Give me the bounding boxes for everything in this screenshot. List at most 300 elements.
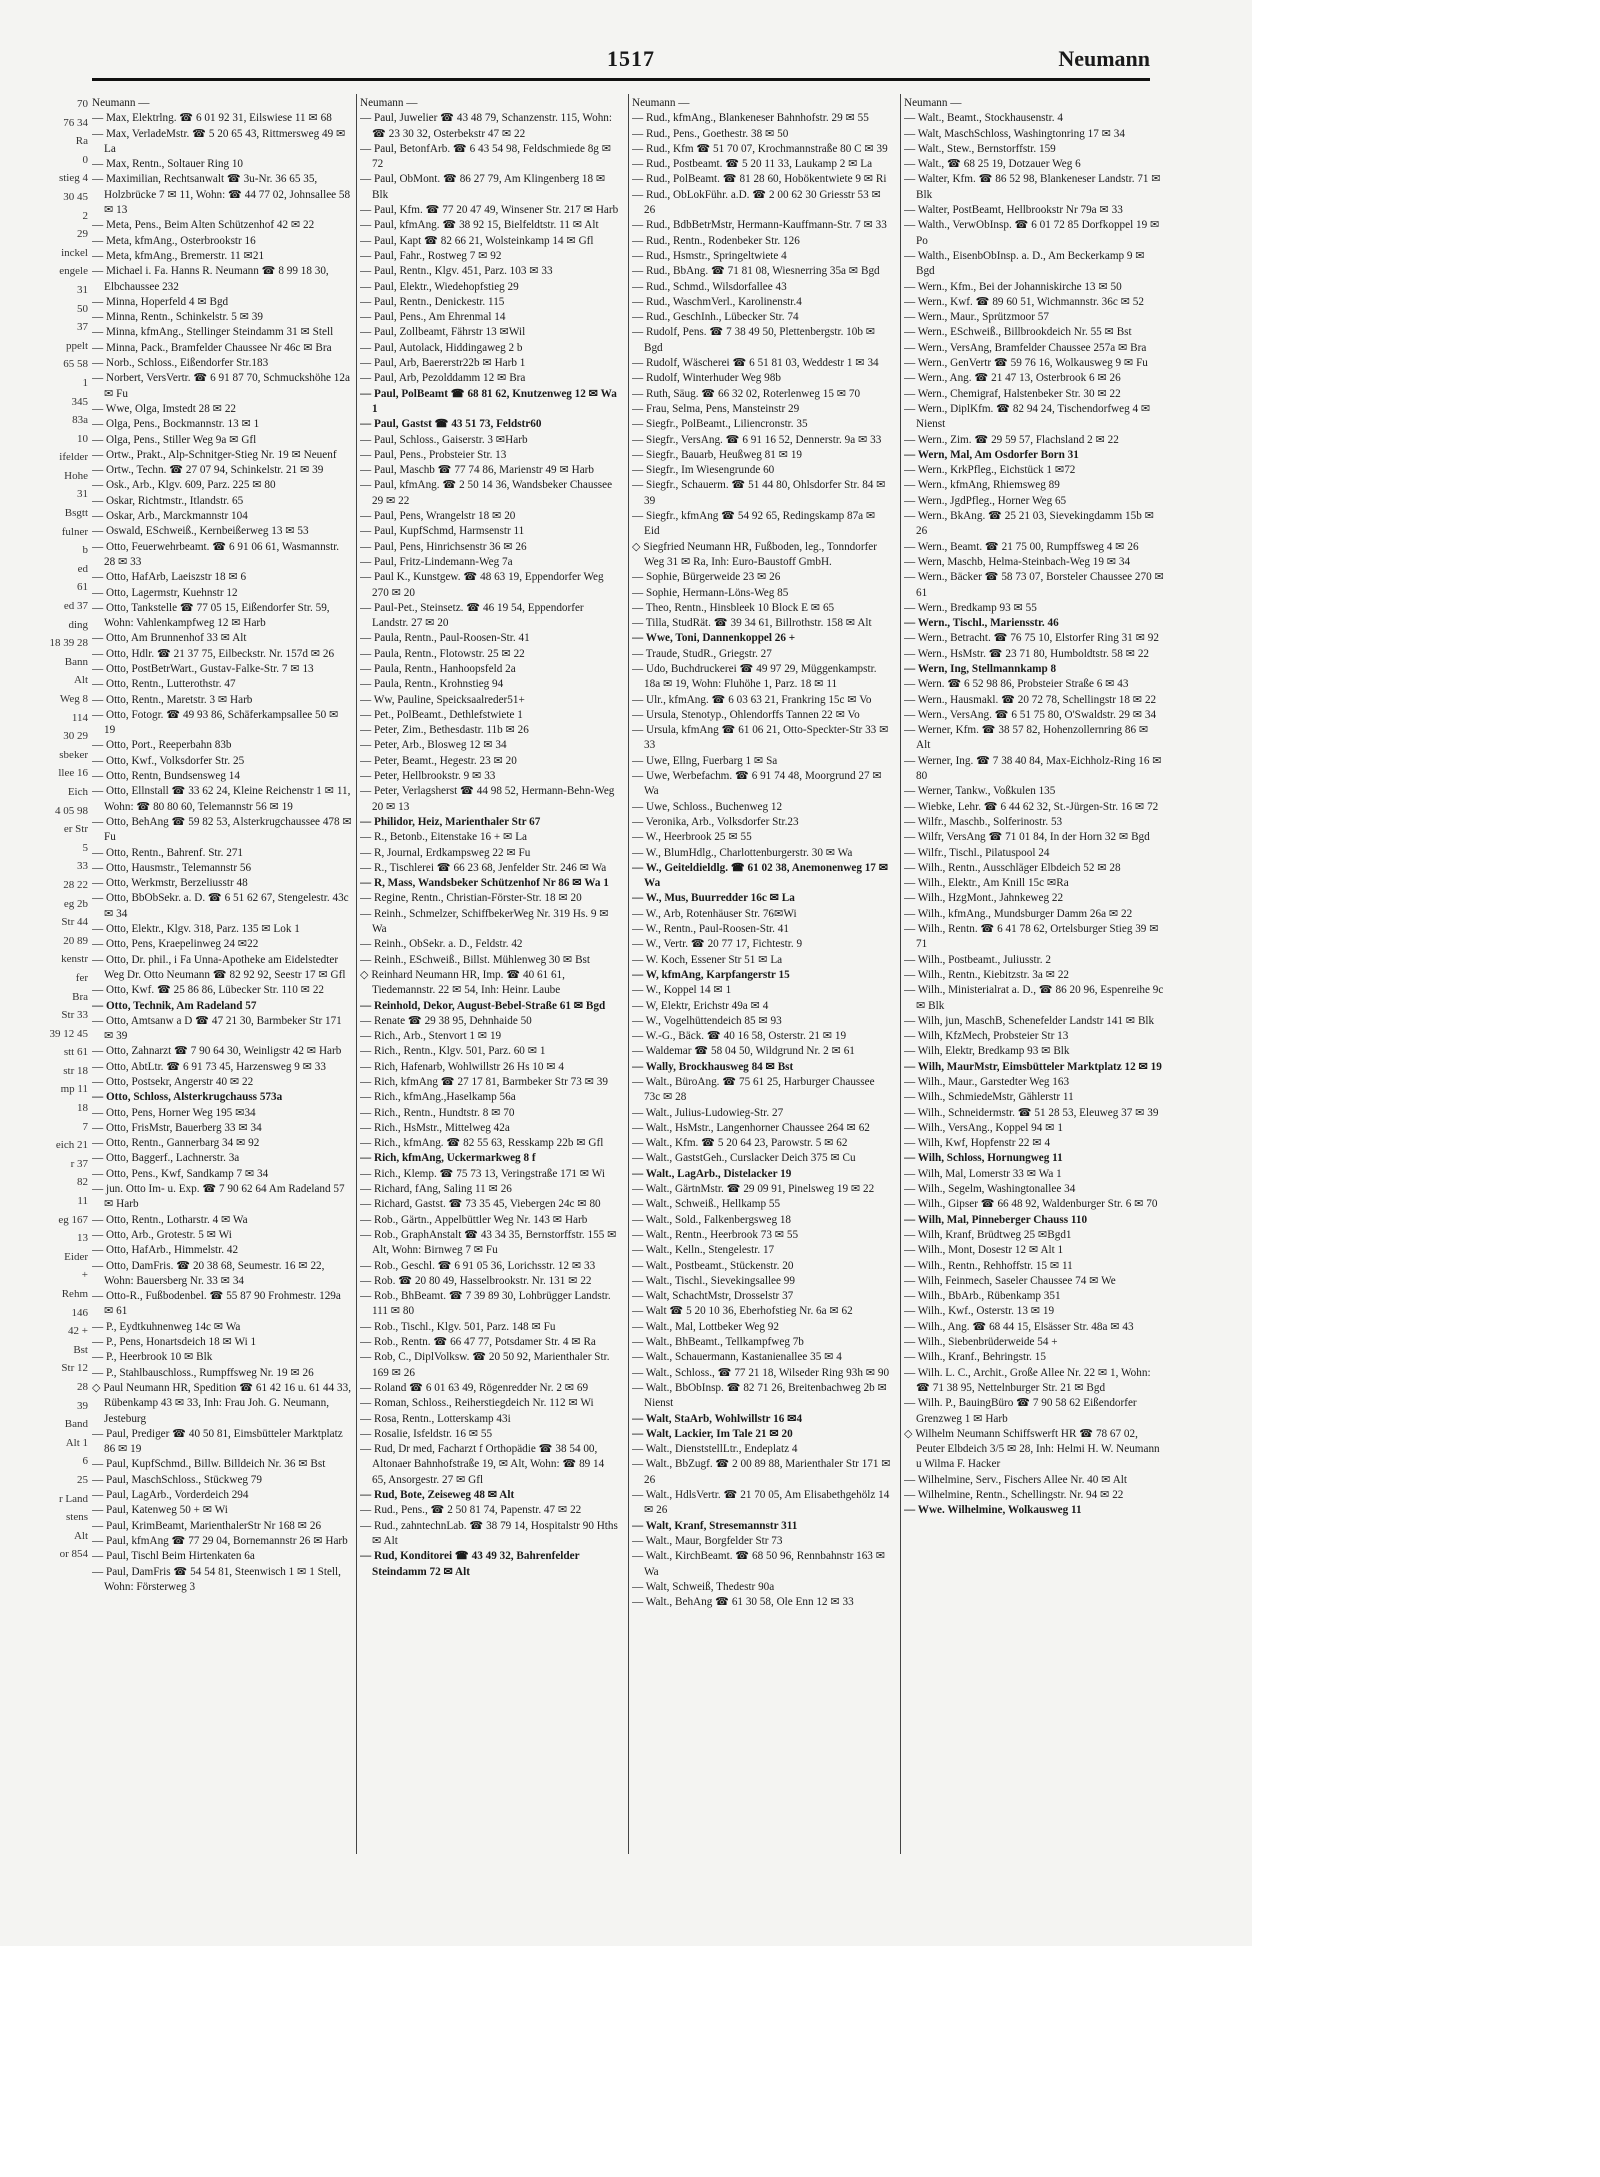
directory-entry: — Wern., HsMstr. ☎ 23 71 80, Humboldtstr. 58 ✉ 22 [904,647,1150,660]
left-fragment-line: 65 58 [63,358,88,371]
directory-entry: — Udo, Buchdruckerei ☎ 49 97 29, Müggenkampstr. 18a ✉ 19, Wohn: Fluhöhe 1, Parz. 18 ✉ 11 [632,662,877,691]
directory-entry: — Max, Elektrlng. ☎ 6 01 92 31, Eilswiese 11 ✉ 68 [92,112,332,125]
directory-entry: — Siegfr., VersAng. ☎ 6 91 16 52, Dennerstr. 9a ✉ 33 [632,433,882,446]
left-fragment-line: fer [75,971,88,984]
directory-entry: — Sophie, Hermann-Löns-Weg 85 [632,586,789,599]
directory-entry: — Walt, SchachtMstr, Drosselstr 37 [632,1290,794,1303]
left-fragment-line: 33 [77,860,88,873]
directory-entry: — Wern., Chemigraf, Halstenbeker Str. 30 ✉ 22 [904,387,1121,400]
left-fragment-line: Alt [73,1529,88,1542]
left-fragment-line: sbeker [59,748,88,761]
directory-entry: — Frau, Selma, Pens, Mansteinstr 29 [632,402,800,415]
directory-entry: — Wilh, Kranf, Brüdtweg 25 ✉Bgd1 [904,1228,1072,1241]
directory-entry: — P., Eydtkuhnenweg 14c ✉ Wa [92,1320,241,1333]
left-fragment-line: 7 [82,1120,88,1133]
directory-entry: — Rud., kfmAng., Blankeneser Bahnhofstr. 29 ✉ 55 [632,112,869,125]
left-fragment-line: Bst [73,1343,88,1356]
directory-entry: — Rud, Bote, Zeiseweg 48 ✉ Alt [360,1489,515,1502]
directory-entry: — Wilh, Schloss, Hornungweg 11 [904,1152,1063,1165]
directory-entry: — Paul, KrimBeamt, MarienthalerStr Nr 168 ✉ 26 [92,1519,322,1532]
directory-entry: ◇ Wilhelm Neumann Schiffswerft HR ☎ 78 67 02, Peuter Elbdeich 3/5 ✉ 28, Inh: Helmi H. W. Neumann u Wilma F. Hacker [904,1427,1160,1471]
directory-entry: — Otto, FrisMstr, Bauerberg 33 ✉ 34 [92,1121,262,1134]
left-fragment-line: 39 12 45 [49,1027,88,1040]
left-fragment-line: ding [68,618,88,631]
directory-entry: — Paul, BetonfArb. ☎ 6 43 54 98, Feldschmiede 8g ✉ 72 [360,142,612,171]
directory-entry: — Reinh., ObSekr. a. D., Feldstr. 42 [360,938,523,951]
directory-entry: — Otto, Tankstelle ☎ 77 05 15, Eißendorfer Str. 59, Wohn: Vahlenkampfweg 12 ✉ Harb [92,601,330,630]
left-fragment-line: r 37 [70,1157,88,1170]
directory-entry: — Paul, KupfSchmd, Harmsenstr 11 [360,525,525,538]
directory-entry: — Walt., Mal, Lottbeker Weg 92 [632,1320,779,1333]
directory-entry: — Minna, Rentn., Schinkelstr. 5 ✉ 39 [92,311,263,324]
directory-entry: — Siegfr., kfmAng ☎ 54 92 65, Redingskamp 87a ✉ Eid [632,510,876,538]
left-fragment-line: 0 [82,153,88,166]
directory-column-1 [92,96,352,1856]
left-fragment-line: eich 21 [55,1139,88,1152]
directory-entry: — Otto, Rentn, Bundsensweg 14 [92,770,240,783]
directory-entry: — Paul, Kfm. ☎ 77 20 47 49, Winsener Str. 217 ✉ Harb [360,204,619,217]
left-fragment-line: er Str [63,823,88,836]
directory-entry: — Peter, Verlagsherst ☎ 44 98 52, Hermann-Behn-Weg 20 ✉ 13 [360,785,615,813]
directory-entry: — Walt., HsMstr., Langenhorner Chaussee 264 ✉ 62 [632,1121,870,1134]
directory-entry: — Wilh., Rentn., Ausschläger Elbdeich 52 ✉ 28 [904,861,1121,874]
directory-entry: — Wern, Mal, Am Osdorfer Born 31 [904,448,1079,461]
directory-entry: — Wilh., Siebenbrüderweide 54 + [904,1336,1058,1349]
directory-entry: — Wilh., Postbeamt., Juliusstr. 2 [904,953,1051,966]
left-fragment-line: Weg 8 [59,693,88,705]
directory-entry: — Reinhold, Dekor, August-Bebel-Straße 61 ✉ Bgd [360,999,606,1012]
directory-entry: — Uwe, Ellng, Fuerbarg 1 ✉ Sa [632,754,778,767]
directory-entry: — Siegfr., PolBeamt., Liliencronstr. 35 [632,418,808,431]
directory-entry: — Paul, PolBeamt ☎ 68 81 62, Knutzenweg 12 ✉ Wa 1 [360,387,617,415]
left-fragment-line: 146 [71,1306,88,1319]
left-fragment-line: 31 [77,488,88,501]
directory-entry: — Walt., GaststGeh., Curslacker Deich 375 ✉ Cu [632,1152,856,1165]
directory-entry: — Meta, kfmAng., Osterbrookstr 16 [92,234,256,247]
directory-entry: — Walter, PostBeamt, Hellbrookstr Nr 79a ✉ 33 [904,204,1123,217]
directory-entry: — Wilh., Kwf., Osterstr. 13 ✉ 19 [904,1305,1055,1318]
directory-entry: — Paul, Rentn., Klgv. 451, Parz. 103 ✉ 33 [360,265,553,278]
left-fragment-line: 18 39 28 [49,637,88,650]
left-fragment-line: 114 [71,711,88,724]
directory-entry: — Paul K., Kunstgew. ☎ 48 63 19, Eppendorfer Weg 270 ✉ 20 [360,571,604,599]
directory-entry: — Walt, Kranf, Stresemannstr 311 [632,1519,798,1532]
directory-entry: — Wilh., Ministerialrat a. D., ☎ 86 20 96, Espenreihe 9c ✉ Blk [904,984,1164,1012]
directory-entry: — Werner, Kfm. ☎ 38 57 82, Hohenzollernring 86 ✉ Alt [904,724,1149,752]
directory-entry: — W., Geiteldieldlg. ☎ 61 02 38, Anemonenweg 17 ✉ Wa [632,861,889,890]
directory-entry: — Paul, Autolack, Hiddingaweg 2 b [360,341,523,354]
directory-entry: — Rich., Arb., Stenvort 1 ✉ 19 [360,1030,502,1043]
directory-entry: — Ursula, Stenotyp., Ohlendorffs Tannen 22 ✉ Vo [632,708,860,721]
directory-entry: — Wern., KrkPfleg., Eichstück 1 ✉72 [904,464,1076,477]
directory-entry: — Walt., HdlsVertr. ☎ 21 70 05, Am Elisabethgehölz 14 ✉ 26 [632,1489,890,1517]
directory-entry: — Otto, Hdlr. ☎ 21 37 75, Eilbeckstr. Nr. 157d ✉ 26 [92,647,335,660]
directory-entry: — Wilh., SchmiedeMstr, Gählerstr 11 [904,1091,1074,1104]
directory-entry: — Rich., kfmAng. ☎ 82 55 63, Resskamp 22b ✉ Gfl [360,1137,604,1150]
directory-entry: — Rud., BdbBetrMstr, Hermann-Kauffmann-Str. 7 ✉ 33 [632,219,887,232]
left-fragment-line: engele [59,265,88,278]
directory-entry: — Wwe, Olga, Imstedt 28 ✉ 22 [92,402,237,415]
directory-entry: — Rob., Rentn. ☎ 66 47 77, Potsdamer Str. 4 ✉ Ra [360,1336,596,1349]
directory-entry: — Rich., Rentn., Hundtstr. 8 ✉ 70 [360,1106,515,1119]
left-page-fragment [0,95,88,1925]
directory-entry: — Wilh., Rentn., Rehhoffstr. 15 ✉ 11 [904,1259,1073,1272]
directory-entry: — Olga, Pens., Bockmannstr. 13 ✉ 1 [92,418,260,431]
directory-entry: — Minna, Hoperfeld 4 ✉ Bgd [92,295,229,308]
directory-entry: — W., Mus, Buurredder 16c ✉ La [632,892,795,905]
directory-entry: — W., Vertr. ☎ 20 77 17, Fichtestr. 9 [632,938,803,951]
directory-entry: — Rich, kfmAng ☎ 27 17 81, Barmbeker Str 73 ✉ 39 [360,1076,608,1088]
left-fragment-line: ed 37 [63,600,88,613]
left-fragment-line: 37 [77,321,88,334]
directory-entry: — Werner, Ing. ☎ 7 38 40 84, Max-Eichholz-Ring 16 ✉ 80 [904,754,1162,783]
directory-entry: — Paul, Pens., Probsteier Str. 13 [360,448,507,461]
directory-entry: — Wilh., Schneidermstr. ☎ 51 28 53, Eleuweg 37 ✉ 39 [904,1106,1159,1119]
directory-entry: — Peter, Arb., Blosweg 12 ✉ 34 [360,739,507,752]
directory-entry: — Paul, Pens., Am Ehrenmal 14 [360,311,506,324]
directory-entry: — Ulr., kfmAng. ☎ 6 03 63 21, Frankring 15c ✉ Vo [632,693,872,706]
directory-entry: — Walt., BehAng ☎ 61 30 58, Ole Enn 12 ✉ 33 [632,1596,854,1609]
directory-entry: — Renate ☎ 29 38 95, Dehnhaide 50 [360,1014,532,1027]
directory-entry: — Otto, Kwf. ☎ 25 86 86, Lübecker Str. 110 ✉ 22 [92,984,325,997]
directory-entry: — Walt, Lackier, Im Tale 21 ✉ 20 [632,1427,793,1440]
directory-entry: Neumann — [904,97,962,109]
directory-entry: — Regine, Rentn., Christian-Förster-Str. 18 ✉ 20 [360,892,582,905]
directory-entry: — Peter, Hellbrookstr. 9 ✉ 33 [360,770,496,783]
directory-entry: — Norb., Schloss., Eißendorfer Str.183 [92,357,269,370]
directory-entry: — Paul, Zollbeamt, Fährstr 13 ✉Wil [360,326,526,339]
directory-entry: — Walt., Kelln., Stengelestr. 17 [632,1244,775,1257]
directory-entry: — Traude, StudR., Griegstr. 27 [632,647,772,660]
directory-entry: — Philidor, Heiz, Marienthaler Str 67 [360,815,541,828]
directory-entry: — Paula, Rentn., Flotowstr. 25 ✉ 22 [360,647,525,660]
left-fragment-line: Str 12 [61,1362,88,1375]
left-fragment-line: 29 [77,228,88,241]
directory-entry: — W., Rentn., Paul-Roosen-Str. 41 [632,923,789,936]
directory-entry: — Rud., Pens., ☎ 2 50 81 74, Papenstr. 47 ✉ 22 [360,1504,582,1517]
directory-entry: — Wilh. L. C., Archit., Große Allee Nr. 22 ✉ 1, Wohn: ☎ 71 38 95, Nettelnburger Str. 21 ✉ Bgd [904,1366,1151,1394]
directory-entry: — Walt., Stew., Bernstorffstr. 159 [904,142,1056,155]
directory-entry: — P., Heerbrook 10 ✉ Blk [92,1351,213,1364]
directory-entry: — Meta, kfmAng., Bremerstr. 11 ✉21 [92,249,265,262]
directory-entry: — Walt., BbObInsp. ☎ 82 71 26, Breitenbachweg 2b ✉ Nienst [632,1381,887,1410]
left-fragment-line: 30 29 [63,730,88,743]
directory-entry: — Wern., Ang. ☎ 21 47 13, Osterbrook 6 ✉ 26 [904,372,1121,385]
directory-entry: — Wilh., Segelm, Washingtonallee 34 [904,1183,1076,1196]
left-fragment-line: Eich [67,785,88,798]
directory-entry: — Wilfr., Maschb., Solferinostr. 53 [904,815,1063,828]
running-head: Neumann [1058,46,1150,71]
directory-entry: — Walt., Rentn., Heerbrook 73 ✉ 55 [632,1228,799,1241]
directory-entry: — Wilh, MaurMstr, Eimsbütteler Marktplatz 12 ✉ 19 [904,1060,1162,1073]
directory-entry: — Wern, Maschb, Helma-Steinbach-Weg 19 ✉ 34 [904,555,1131,568]
directory-entry: — Paul, Rentn., Denickestr. 115 [360,295,505,308]
directory-entry: — Rud., zahntechnLab. ☎ 38 79 14, Hospitalstr 90 Hths ✉ Alt [360,1519,618,1547]
directory-entry: — Richard, fAng, Saling 11 ✉ 26 [360,1183,512,1196]
left-fragment-line: 13 [77,1232,88,1245]
left-fragment-line: 39 [77,1399,88,1412]
directory-entry: — Paul, LagArb., Vorderdeich 294 [92,1489,249,1502]
directory-entry: — Wilh., Elektr., Am Knill 15c ✉Ra [904,877,1069,890]
directory-entry: — Wilh., VersAng., Koppel 94 ✉ 1 [904,1121,1063,1134]
directory-entry: — jun. Otto Im- u. Exp. ☎ 7 90 62 64 Am Radeland 57 ✉ Harb [92,1183,345,1211]
directory-entry: — Roman, Schloss., Reiherstiegdeich Nr. 112 ✉ Wi [360,1397,594,1410]
left-fragment-line: or 854 [59,1548,88,1561]
left-fragment-line: 10 [77,432,88,445]
directory-entry: — Wilh., HzgMont., Jahnkeweg 22 [904,892,1064,905]
directory-entry: — W., Heerbrook 25 ✉ 55 [632,831,752,844]
directory-entry: — Wern., Tischl., Mariensstr. 46 [904,617,1059,630]
left-fragment-line: Str 44 [61,916,88,929]
directory-entry: — Paula, Rentn., Paul-Roosen-Str. 41 [360,632,530,645]
directory-entry: — Peter, Zim., Bethesdastr. 11b ✉ 26 [360,724,529,737]
directory-entry: — Paul, Fritz-Lindemann-Weg 7a [360,555,513,568]
left-fragment-line: 4 05 98 [55,804,88,817]
directory-entry: — Paul, Arb, Pezolddamm 12 ✉ Bra [360,372,526,385]
directory-entry: — Wilh, Elektr, Bredkamp 93 ✉ Blk [904,1045,1070,1058]
directory-entry: — Rud., ObLokFühr. a.D. ☎ 2 00 62 30 Griesstr 53 ✉ 26 [632,188,881,217]
directory-entry: — Wilhelmine, Rentn., Schellingstr. Nr. 94 ✉ 22 [904,1489,1124,1502]
directory-entry: — Paul, Katenweg 50 + ✉ Wi [92,1504,228,1517]
directory-entry: — Wern., kfmAng, Rhiemsweg 89 [904,479,1060,492]
left-fragment-line: Hohe [64,469,88,482]
directory-entry: — Walt, Schweiß, Thedestr 90a [632,1580,775,1593]
directory-entry: — Rudolf, Wäscherei ☎ 6 51 81 03, Weddestr 1 ✉ 34 [632,357,879,370]
directory-entry: — Walt., Schauermann, Kastanienallee 35 ✉ 4 [632,1351,842,1364]
left-fragment-line: 82 [77,1176,88,1189]
left-fragment-line: Rehm [61,1288,88,1300]
directory-entry: — Otto, Rentn., Gannerbarg 34 ✉ 92 [92,1137,260,1150]
directory-entry: — Otto, Feuerwehrbeamt. ☎ 6 91 06 61, Wasmannstr. 28 ✉ 33 [92,540,340,568]
left-fragment-line: 83a [72,414,88,427]
directory-entry: — Otto, BbObSekr. a. D. ☎ 6 51 62 67, Stengelestr. 43c ✉ 34 [92,892,349,920]
left-fragment-line: inckel [61,246,88,259]
directory-entry: — Rud., Postbeamt. ☎ 5 20 11 33, Laukamp 2 ✉ La [632,158,873,171]
directory-entry: — Wilh., Kranf., Behringstr. 15 [904,1351,1046,1364]
directory-entry: — Walt., Sold., Falkenbergsweg 18 [632,1213,792,1226]
left-fragment-line: 345 [71,395,88,408]
left-fragment-line: stt 61 [63,1046,88,1059]
directory-entry: — Paul, KupfSchmd., Billw. Billdeich Nr. 36 ✉ Bst [92,1458,326,1471]
left-fragment-line: 2 [82,209,88,222]
directory-entry: — Otto, PostBetrWart., Gustav-Falke-Str. 7 ✉ 13 [92,662,314,675]
directory-entry: — Otto, Ellnstall ☎ 33 62 24, Kleine Reichenstr 1 ✉ 11, Wohn: ☎ 80 80 60, Telemannstr 56 ✉ 19 [92,785,351,813]
page-header [92,40,1150,80]
directory-entry: — Otto, AbtLtr. ☎ 6 91 73 45, Harzensweg 9 ✉ 33 [92,1060,326,1073]
directory-entry: — W., Arb, Rotenhäuser Str. 76✉Wi [632,907,797,920]
directory-entry: — Ww, Pauline, Speicksaalreder51+ [360,693,525,706]
directory-entry: — Paula, Rentn., Krohnstieg 94 [360,678,504,691]
directory-entry: — Olga, Pens., Stiller Weg 9a ✉ Gfl [92,433,257,446]
directory-entry: — Otto, HafArb., Himmelstr. 42 [92,1244,239,1257]
directory-entry: — Walth., EisenbObInsp. a. D., Am Beckerkamp 9 ✉ Bgd [904,249,1145,278]
directory-entry: — Rud., PolBeamt. ☎ 81 28 60, Hobökentwiete 9 ✉ Ri [632,173,887,186]
directory-entry: — Wern., Zim. ☎ 29 59 57, Flachsland 2 ✉ 22 [904,433,1119,446]
directory-entry: — W, Elektr, Erichstr 49a ✉ 4 [632,999,769,1012]
directory-entry: — Wwe. Wilhelmine, Wolkausweg 11 [904,1504,1082,1517]
directory-entry: — Otto, BehAng ☎ 59 82 53, Alsterkrugchaussee 478 ✉ Fu [92,815,352,844]
directory-entry: — Wern., BkAng. ☎ 25 21 03, Sievekingdamm 15b ✉ 26 [904,510,1154,538]
directory-entry: — Rud., Schmd., Wilsdorfallee 43 [632,280,787,293]
directory-entry: — Wern., Bäcker ☎ 58 73 07, Borsteler Chaussee 270 ✉ 61 [904,571,1164,599]
directory-entry: — Rich, Hafenarb, Wohlwillstr 26 Hs 10 ✉ 4 [360,1060,565,1073]
directory-entry: — Peter, Beamt., Hegestr. 23 ✉ 20 [360,754,517,767]
directory-entry: — Walt., ☎ 68 25 19, Dotzauer Weg 6 [904,158,1081,171]
directory-entry: — Walt, MaschSchloss, Washingtonring 17 ✉ 34 [904,127,1125,140]
directory-entry: — Rob, C., DiplVolksw. ☎ 20 50 92, Marienthaler Str. 169 ✉ 26 [360,1351,610,1379]
directory-entry: — Tilla, StudRät. ☎ 39 34 61, Billrothstr. 158 ✉ Alt [632,617,872,630]
directory-entry: — Paul, ObMont. ☎ 86 27 79, Am Klingenberg 18 ✉ Blk [360,173,606,201]
directory-entry: — Otto, HafArb, Laeiszstr 18 ✉ 6 [92,571,247,584]
directory-entry: — Walt., Postbeamt., Stückenstr. 20 [632,1259,794,1272]
directory-entry: — Rosa, Rentn., Lotterskamp 43i [360,1412,511,1425]
directory-entry: — Reinh., Schmelzer, SchiffbekerWeg Nr. 319 Hs. 9 ✉ Wa [360,907,609,936]
directory-entry: — Wilh., Mont, Dosestr 12 ✉ Alt 1 [904,1244,1064,1257]
column-divider [356,94,357,1854]
directory-entry: — Max, VerladeMstr. ☎ 5 20 65 43, Rittmersweg 49 ✉ La [92,127,346,155]
directory-entry: — Wern., Beamt. ☎ 21 75 00, Rumpffsweg 4 ✉ 26 [904,540,1139,553]
directory-entry: — Rud., GeschInh., Lübecker Str. 74 [632,311,799,324]
directory-entry: — Max, Rentn., Soltauer Ring 10 [92,158,244,171]
directory-entry: — Norbert, VersVertr. ☎ 6 91 87 70, Schmuckshöhe 12a ✉ Fu [92,372,350,400]
directory-entry: — Oskar, Arb., Marckmannstr 104 [92,510,248,523]
directory-entry: — Wern., Hausmakl. ☎ 20 72 78, Schellingstr 18 ✉ 22 [904,693,1157,706]
directory-entry: — Otto, Elektr., Klgv. 318, Parz. 135 ✉ Lok 1 [92,923,300,936]
directory-entry: — Otto, Fotogr. ☎ 49 93 86, Schäferkampsallee 50 ✉ 19 [92,708,339,737]
directory-entry: — Paul, Pens, Wrangelstr 18 ✉ 20 [360,510,516,523]
directory-entry: — Walt., Julius-Ludowieg-Str. 27 [632,1106,784,1119]
directory-entry: — Walt., Maur, Borgfelder Str 73 [632,1534,783,1547]
directory-entry: — P., Pens, Honartsdeich 18 ✉ Wi 1 [92,1336,257,1349]
directory-entry: — Maximilian, Rechtsanwalt ☎ 3u-Nr. 36 65 35, Holzbrücke 7 ✉ 11, Wohn: ☎ 44 77 02, Johnsallee 58 ✉ 13 [92,173,351,217]
directory-entry: — Wilfr., Tischl., Pilatuspool 24 [904,846,1050,859]
directory-entry: — Wally, Brockhausweg 84 ✉ Bst [632,1060,794,1073]
directory-entry: — W.-G., Bäck. ☎ 40 16 58, Osterstr. 21 ✉ 19 [632,1030,847,1043]
left-fragment-line: Str 33 [61,1009,88,1022]
directory-entry: — Oskar, Richtmstr., Itlandstr. 65 [92,494,244,507]
directory-entry: — Otto, Technik, Am Radeland 57 [92,999,257,1012]
directory-entry: — Rud., WaschmVerl., Karolinenstr.4 [632,295,802,308]
directory-entry: — Osk., Arb., Klgv. 609, Parz. 225 ✉ 80 [92,479,276,492]
directory-entry: — Otto, Rentn., Maretstr. 3 ✉ Harb [92,693,253,706]
directory-entry: — Otto, Pens, Horner Weg 195 ✉34 [92,1106,256,1119]
directory-entry: — Wilh, KfzMech, Probsteier Str 13 [904,1030,1069,1043]
directory-entry: — W., Koppel 14 ✉ 1 [632,984,732,997]
directory-entry: — Siegfr., Schauerm. ☎ 51 44 80, Ohlsdorfer Str. 84 ✉ 39 [632,479,886,507]
directory-entry: — Rud., Pens., Goethestr. 38 ✉ 50 [632,127,789,140]
left-fragment-line: Bann [64,655,88,668]
directory-entry: — Rudolf, Pens. ☎ 7 38 49 50, Plettenbergstr. 10b ✉ Bgd [632,326,876,354]
directory-entry: — Rich, kfmAng, Uckermarkweg 8 f [360,1152,536,1165]
left-fragment-line: fulner [61,525,88,538]
directory-entry: — Walt., Beamt., Stockhausenstr. 4 [904,112,1063,125]
directory-entry: — Wilh, Mal, Lomerstr 33 ✉ Wa 1 [904,1167,1062,1180]
directory-entry: — Wern., Bredkamp 93 ✉ 55 [904,601,1037,614]
left-fragment-line: stieg 4 [58,172,88,185]
directory-entry: Neumann — [360,97,418,109]
directory-entry: — Roland ☎ 6 01 63 49, Rögenredder Nr. 2 ✉ 69 [360,1381,589,1394]
directory-entry: — Wern., Kfm., Bei der Johanniskirche 13 ✉ 50 [904,280,1122,293]
directory-entry: — Wern., JgdPfleg., Horner Weg 65 [904,494,1067,507]
left-fragment-line: eg 167 [58,1213,88,1226]
directory-column-3 [632,96,892,1856]
directory-entry: — Ursula, kfmAng ☎ 61 06 21, Otto-Speckter-Str 33 ✉ 33 [632,724,889,752]
directory-entry: — W., Vogelhüttendeich 85 ✉ 93 [632,1014,782,1027]
directory-entry: — Minna, kfmAng., Stellinger Steindamm 31 ✉ Stell [92,326,334,339]
directory-entry: — Meta, Pens., Beim Alten Schützenhof 42 ✉ 22 [92,219,315,232]
directory-entry: — Walt., Tischl., Sievekingsallee 99 [632,1274,795,1287]
left-fragment-line: Alt 1 [65,1436,88,1449]
directory-entry: — R, Journal, Erdkampsweg 22 ✉ Fu [360,846,531,859]
directory-entry: — Otto, Amtsanw a D ☎ 47 21 30, Barmbeker Str 171 ✉ 39 [92,1014,342,1043]
directory-entry: — Uwe, Schloss., Buchenweg 12 [632,800,783,813]
directory-entry: — Paul, MaschSchloss., Stückweg 79 [92,1473,262,1486]
directory-entry: — Rob., GraphAnstalt ☎ 43 34 35, Bernstorffstr. 155 ✉ Alt, Wohn: Birnweg 7 ✉ Fu [360,1228,617,1257]
directory-entry: — Otto, Lagermstr, Kuehnstr 12 [92,586,238,599]
directory-entry: — Otto, Baggerf., Lachnerstr. 3a [92,1152,240,1165]
directory-entry: — Rob., Geschl. ☎ 6 91 05 36, Lorichsstr. 12 ✉ 33 [360,1259,596,1272]
directory-entry: — Wilh, Kwf, Hopfenstr 22 ✉ 4 [904,1137,1051,1150]
directory-entry: — W. Koch, Essener Str 51 ✉ La [632,953,783,966]
directory-entry: — Wilh., Ang. ☎ 68 44 15, Elsässer Str. 48a ✉ 43 [904,1320,1134,1333]
directory-entry: — Theo, Rentn., Hinsbleek 10 Block E ✉ 65 [632,601,835,614]
left-fragment-line: Alt [73,674,88,687]
directory-entry: — Wwe, Toni, Dannenkoppel 26 + [632,632,796,645]
directory-entry: — Otto-R., Fußbodenbel. ☎ 55 87 90 Frohmestr. 129a ✉ 61 [92,1290,341,1318]
directory-entry: — Otto, Arb., Grotestr. 5 ✉ Wi [92,1228,232,1241]
directory-entry: — Pet., PolBeamt., Dethlefstwiete 1 [360,708,523,721]
directory-entry: ◇ Paul Neumann HR, Spedition ☎ 61 42 16 u. 61 44 33, Rübenkamp 43 ✉ 33, Inh: Frau Joh. G. Neumann, Jesteburg [92,1381,352,1425]
directory-entry: — Paul, Elektr., Wiedehopfstieg 29 [360,280,519,293]
left-fragment-line: Ra [75,135,88,148]
left-fragment-line: 11 [77,1195,88,1208]
directory-entry: — Uwe, Werbefachm. ☎ 6 91 74 48, Moorgrund 27 ✉ Wa [632,770,882,798]
left-fragment-line: 50 [77,302,88,315]
directory-entry: — Rudolf, Winterhuder Weg 98b [632,372,781,385]
directory-entry: — Ortw., Techn. ☎ 27 07 94, Schinkelstr. 21 ✉ 39 [92,464,324,477]
directory-entry: — Wiebke, Lehr. ☎ 6 44 62 32, St.-Jürgen-Str. 16 ✉ 72 [904,800,1159,813]
directory-entry: — Wilh., kfmAng., Mundsburger Damm 26a ✉ 22 [904,907,1133,920]
directory-entry: — Wilh., Rentn. ☎ 6 41 78 62, Ortelsburger Stieg 39 ✉ 71 [904,923,1159,951]
directory-entry: — Walt., BüroAng. ☎ 75 61 25, Harburger Chaussee 73c ✉ 28 [632,1076,875,1104]
directory-entry: — Wern, Ing, Stellmannkamp 8 [904,662,1057,675]
left-fragment-line: 25 [77,1473,88,1486]
directory-entry: — Walt., KirchBeamt. ☎ 68 50 96, Rennbahnstr 163 ✉ Wa [632,1550,886,1578]
directory-entry: — Rob. ☎ 20 80 49, Hasselbrookstr. Nr. 131 ✉ 22 [360,1274,592,1287]
directory-entry: — Otto, Postsekr, Angerstr 40 ✉ 22 [92,1076,254,1088]
directory-entry: — Wern., Kwf. ☎ 89 60 51, Wichmannstr. 36c ✉ 52 [904,295,1144,308]
directory-entry: — Walt., DienststellLtr., Endeplatz 4 [632,1443,798,1456]
directory-entry: — Rob., Gärtn., Appelbüttler Weg Nr. 143 ✉ Harb [360,1213,588,1226]
directory-entry: — Otto, Kwf., Volksdorfer Str. 25 [92,754,245,767]
left-fragment-line: eg 2b [63,897,88,910]
directory-entry: — W, kfmAng, Karpfangerstr 15 [632,968,790,981]
directory-entry: — Walter, Kfm. ☎ 86 52 98, Blankeneser Landstr. 71 ✉ Blk [904,173,1161,201]
left-fragment-line: b [82,544,88,557]
directory-entry: — Paula, Rentn., Hanhoopsfeld 2a [360,662,516,675]
directory-entry: — Rosalie, Isfeldstr. 16 ✉ 55 [360,1427,493,1440]
directory-entry: — Otto, Rentn., Bahrenf. Str. 271 [92,846,244,859]
directory-entry: — R., Betonb., Eitenstake 16 + ✉ La [360,831,527,844]
directory-entry: — Otto, Hausmstr., Telemannstr 56 [92,861,252,874]
directory-entry: — Wern., Betracht. ☎ 76 75 10, Elstorfer Ring 31 ✉ 92 [904,632,1159,645]
directory-entry: — Paul, DamFris ☎ 54 54 81, Steenwisch 1 ✉ 1 Stell, Wohn: Försterweg 3 [92,1565,341,1593]
directory-entry: — Walt., Schweiß., Hellkamp 55 [632,1198,781,1211]
directory-entry: — Minna, Pack., Bramfelder Chaussee Nr 46c ✉ Bra [92,341,332,354]
left-fragment-line: 6 [82,1455,88,1468]
directory-entry: — Otto, Rentn., Lotharstr. 4 ✉ Wa [92,1213,248,1226]
directory-entry: — Otto, Port., Reeperbahn 83b [92,739,232,752]
